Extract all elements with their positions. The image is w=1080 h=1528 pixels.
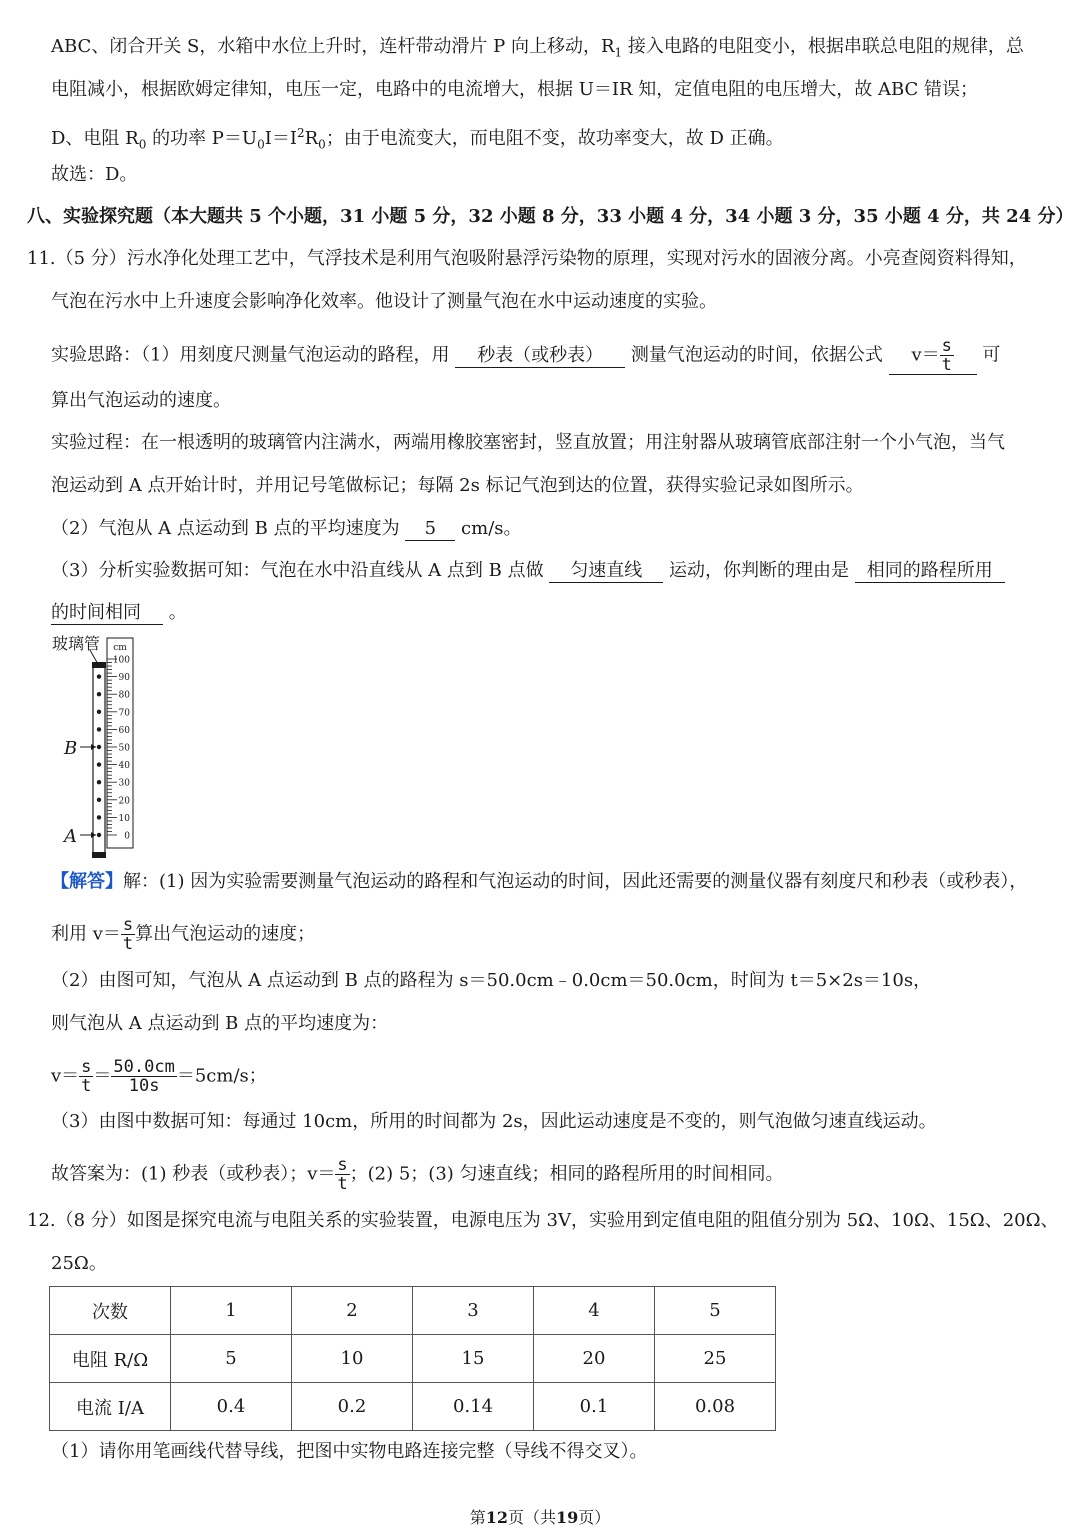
page-footer: 第12页（共19页） bbox=[469, 1508, 611, 1527]
table-cell: 1 bbox=[171, 1287, 292, 1335]
point-a-label: A bbox=[64, 826, 77, 847]
table-cell: 0.14 bbox=[413, 1383, 534, 1431]
line-1: ABC、闭合开关 S，水箱中水位上升时，连杆带动滑片 P 向上移动，$R_1$ 接入电路的电阻变小，根据串联总电阻的规律，总 bbox=[51, 36, 1024, 60]
section-heading: 八、实验探究题（本大题共 5 个小题，31 小题 5 分，32 小题 8 分，33 小题 4 分，34 小题 3 分，35 小题 4 分，共 24 分） bbox=[27, 206, 1074, 227]
answer-line-1: 【解答】解：(1) 因为实验需要测量气泡运动的路程和气泡运动的时间，因此还需要的测量仪器有刻度尺和秒表（或秒表）， bbox=[51, 871, 1028, 892]
table-cell: 3 bbox=[413, 1287, 534, 1335]
answer-blank-reason: 相同的路程所用 bbox=[855, 560, 1005, 583]
ruler-unit: cm bbox=[113, 643, 127, 653]
bubble-mark bbox=[97, 674, 101, 678]
table-cell: 电流 I/A bbox=[50, 1383, 171, 1431]
ruler-tick-label: 10 bbox=[118, 813, 130, 824]
bubble-mark bbox=[97, 727, 101, 731]
ruler-tick-label: 50 bbox=[118, 743, 130, 754]
ruler-tick-label: 100 bbox=[112, 655, 130, 666]
line-4: 故选：D。 bbox=[51, 164, 138, 185]
answer-line-7: 故答案为：(1) 秒表（或秒表）；v＝ $\frac{s}{t}$ ；(2) 5；(3) 匀速直线；相同的路程所用的时间相同。 bbox=[51, 1155, 784, 1194]
table-cell: 0.08 bbox=[655, 1383, 776, 1431]
ruler-tick-label: 90 bbox=[118, 673, 130, 684]
q12-line-2: 25Ω。 bbox=[51, 1253, 107, 1274]
bubble-mark bbox=[97, 692, 101, 696]
ruler-tick-label: 40 bbox=[118, 761, 130, 772]
table-cell: 次数 bbox=[50, 1287, 171, 1335]
q11-line-5: 实验过程：在一根透明的玻璃管内注满水，两端用橡胶塞密封，竖直放置；用注射器从玻璃管底部注射一个小气泡，当气 bbox=[51, 432, 1005, 453]
table-cell: 5 bbox=[655, 1287, 776, 1335]
table-cell: 2 bbox=[292, 1287, 413, 1335]
bubble-mark bbox=[97, 815, 101, 819]
bubble-mark bbox=[97, 833, 101, 837]
ruler-tick-label: 30 bbox=[118, 778, 130, 789]
glass-tube-figure bbox=[50, 630, 150, 862]
ruler-tick-label: 60 bbox=[118, 725, 130, 736]
answer-blank-timer: 秒表（或秒表） bbox=[455, 345, 625, 368]
ruler-tick-label: 80 bbox=[118, 690, 130, 701]
point-b-label: B bbox=[64, 738, 78, 759]
ruler-tick-label: 20 bbox=[118, 796, 130, 807]
q11-line-7: （2）气泡从 A 点运动到 B 点的平均速度为 5 cm/s。 bbox=[51, 518, 522, 539]
table-cell: 25 bbox=[655, 1335, 776, 1383]
table-cell: 0.2 bbox=[292, 1383, 413, 1431]
bubble-mark bbox=[97, 745, 101, 749]
q11-line-2: 气泡在污水中上升速度会影响净化效率。他设计了测量气泡在水中运动速度的实验。 bbox=[51, 291, 717, 312]
q12-line-3: （1）请你用笔画线代替导线，把图中实物电路连接完整（导线不得交叉）。 bbox=[51, 1441, 648, 1462]
q11-line-3: 实验思路：（1）用刻度尺测量气泡运动的路程，用 秒表（或秒表） 测量气泡运动的时间，依据公式 v＝ $\frac{s}{t}$ 可 bbox=[51, 336, 1001, 375]
bubble-mark bbox=[97, 710, 101, 714]
bubble-mark bbox=[97, 798, 101, 802]
line-3: D、电阻 $R_0$ 的功率 $P=U_0I=I^2R_0$；由于电流变大，而电阻不变，故功率变大，故 D 正确。 bbox=[51, 126, 784, 152]
bubble-mark bbox=[97, 762, 101, 766]
table-cell: 0.1 bbox=[534, 1383, 655, 1431]
ruler-tick-label: 0 bbox=[124, 831, 130, 842]
table-cell: 10 bbox=[292, 1335, 413, 1383]
table-cell: 20 bbox=[534, 1335, 655, 1383]
line-2: 电阻减小，根据欧姆定律知，电压一定，电路中的电流增大，根据 U＝IR 知，定值电阻的电压增大，故 ABC 错误； bbox=[51, 79, 979, 100]
data-table bbox=[49, 1286, 776, 1431]
table-cell: 电阻 R/Ω bbox=[50, 1335, 171, 1383]
tube-label: 玻璃管 bbox=[52, 634, 101, 653]
ruler-tick-label: 70 bbox=[118, 708, 130, 719]
table-cell: 5 bbox=[171, 1335, 292, 1383]
table-row bbox=[50, 1335, 776, 1383]
answer-blank-motion: 匀速直线 bbox=[549, 560, 663, 583]
q11-line-1: 11.（5 分）污水净化处理工艺中，气浮技术是利用气泡吸附悬浮污染物的原理，实现对污水的固液分离。小亮查阅资料得知， bbox=[27, 248, 1027, 269]
answer-blank-formula: v＝ $\frac{s}{t}$ bbox=[889, 337, 977, 375]
answer-blank-reason-cont: 的时间相同 bbox=[51, 602, 163, 625]
table-cell: 4 bbox=[534, 1287, 655, 1335]
answer-line-3: （2）由图可知，气泡从 A 点运动到 B 点的路程为 s＝50.0cm﹣0.0cm＝50.0cm，时间为 t＝5×2s＝10s， bbox=[51, 970, 932, 991]
table-cell: 15 bbox=[413, 1335, 534, 1383]
q11-line-8: （3）分析实验数据可知：气泡在水中沿直线从 A 点到 B 点做 匀速直线 运动，你判断的理由是 相同的路程所用 bbox=[51, 559, 1005, 583]
answer-line-6: （3）由图中数据可知：每通过 10cm，所用的时间都为 2s，因此运动速度是不变的，则气泡做匀速直线运动。 bbox=[51, 1111, 937, 1132]
answer-blank-speed: 5 bbox=[405, 518, 455, 541]
answer-line-5: v＝ $\frac{s}{t}$ ＝ $\frac{50.0cm}{10s}$ ＝5cm/s； bbox=[51, 1057, 267, 1096]
answer-tag: 【解答】 bbox=[51, 871, 123, 892]
q12-line-1: 12.（8 分）如图是探究电流与电阻关系的实验装置，电源电压为 3V，实验用到定值电阻的阻值分别为 5Ω、10Ω、15Ω、20Ω、 bbox=[27, 1210, 1059, 1231]
table-row bbox=[50, 1383, 776, 1431]
q11-line-9: 的时间相同 。 bbox=[51, 602, 187, 623]
answer-line-2: 利用 v＝ $\frac{s}{t}$ 算出气泡运动的速度； bbox=[51, 915, 316, 954]
table-cell: 0.4 bbox=[171, 1383, 292, 1431]
bubble-mark bbox=[97, 780, 101, 784]
q11-line-4: 算出气泡运动的速度。 bbox=[51, 390, 231, 411]
table-row bbox=[50, 1287, 776, 1335]
q11-line-6: 泡运动到 A 点开始计时，并用记号笔做标记；每隔 2s 标记气泡到达的位置，获得实验记录如图所示。 bbox=[51, 475, 864, 496]
answer-line-4: 则气泡从 A 点运动到 B 点的平均速度为： bbox=[51, 1013, 389, 1034]
